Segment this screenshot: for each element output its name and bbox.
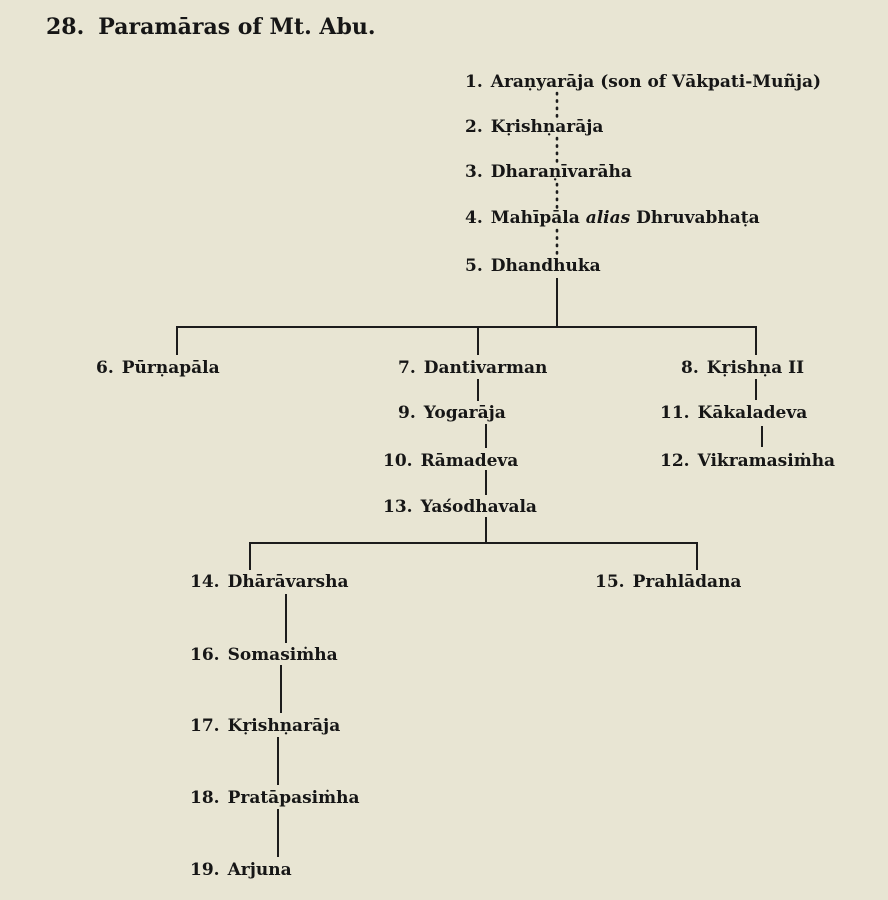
node-name: Kṛishṇarāja (490, 117, 604, 137)
node-9-yogaraja (398, 403, 506, 423)
node-number: 5. (465, 256, 483, 276)
node-number: 6. (96, 358, 114, 378)
node-number: 18. (190, 788, 220, 808)
node-1-aranyaraja (465, 72, 821, 92)
node-name: Vikramasiṁha (697, 451, 836, 471)
node-number: 4. (465, 208, 483, 228)
node-16-somasimha (190, 645, 338, 665)
node-name: Yaśodhavala (420, 497, 537, 517)
node-17-krishnaraja (190, 716, 340, 736)
node-name: Arjuna (227, 860, 292, 880)
node-name: Pūrṇapāla (121, 358, 220, 378)
node-18-pratapasimha (190, 788, 360, 808)
node-name: Mahīpāla (490, 208, 580, 228)
node-number: 17. (190, 716, 220, 736)
node-number: 9. (398, 403, 416, 423)
node-alias-name: Dhruvabhaṭa (636, 208, 760, 228)
node-7-dantivarman (398, 358, 547, 378)
node-15-prahladana (595, 572, 741, 592)
node-12-vikramasimha (660, 451, 835, 471)
node-number: 2. (465, 117, 483, 137)
node-number: 7. (398, 358, 416, 378)
title-text: Paramāras of Mt. Abu. (98, 14, 376, 40)
node-alias-word: alias (585, 208, 631, 228)
node-11-kakaladeva (660, 403, 807, 423)
node-2-krishnaraja (465, 117, 603, 137)
node-name: Dantivarman (423, 358, 548, 378)
node-number: 12. (660, 451, 690, 471)
node-number: 13. (383, 497, 413, 517)
node-number: 11. (660, 403, 690, 423)
node-number: 16. (190, 645, 220, 665)
node-name: Dharaṇīvarāha (490, 162, 632, 182)
node-name: Kṛishṇa II (706, 358, 805, 378)
node-number: 1. (465, 72, 483, 92)
node-19-arjuna (190, 860, 292, 880)
node-4-mahipala (465, 208, 760, 228)
node-note: (son of Vākpati-Muñja) (600, 72, 822, 92)
node-name: Pratāpasiṁha (227, 788, 360, 808)
node-number: 15. (595, 572, 625, 592)
node-number: 10. (383, 451, 413, 471)
node-number: 8. (681, 358, 699, 378)
node-number: 3. (465, 162, 483, 182)
node-name: Kākaladeva (697, 403, 808, 423)
title-number: 28. (46, 14, 85, 40)
node-3-dharanivaraha (465, 162, 632, 182)
node-14-dharavarsha (190, 572, 348, 592)
node-name: Dhandhuka (490, 256, 601, 276)
node-name: Araṇyarāja (490, 72, 595, 92)
node-name: Somasiṁha (227, 645, 338, 665)
node-number: 19. (190, 860, 220, 880)
node-13-yasodhavala (383, 497, 537, 517)
node-6-purnapala (96, 358, 220, 378)
node-name: Prahlādana (632, 572, 742, 592)
node-name: Rāmadeva (420, 451, 519, 471)
node-10-ramadeva (383, 451, 518, 471)
node-name: Kṛishṇarāja (227, 716, 341, 736)
node-number: 14. (190, 572, 220, 592)
node-8-krishna-ii (681, 358, 804, 378)
node-name: Yogarāja (423, 403, 506, 423)
node-name: Dhārāvarsha (227, 572, 349, 592)
node-5-dhandhuka (465, 256, 601, 276)
